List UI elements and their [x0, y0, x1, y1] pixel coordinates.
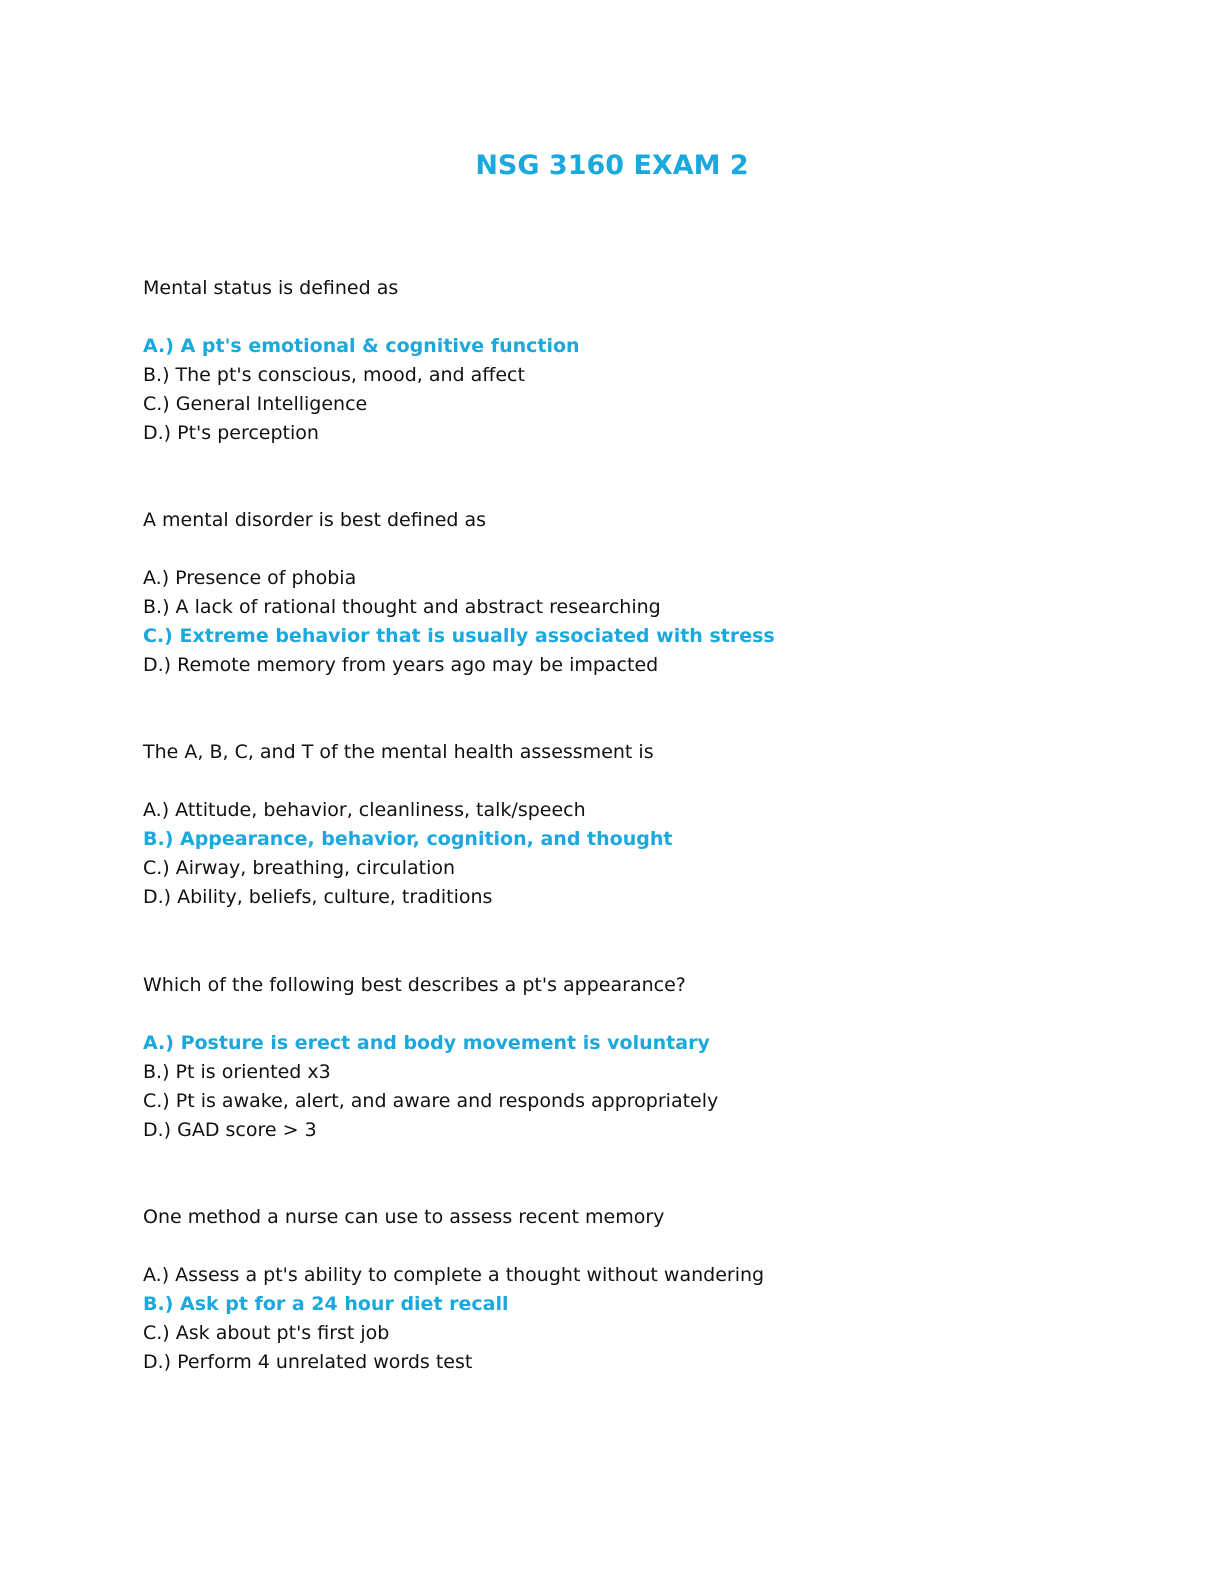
- answer-option-b: B.) A lack of rational thought and abstract researching: [143, 596, 661, 618]
- answer-option-c: C.) Airway, breathing, circulation: [143, 857, 456, 879]
- answer-option-b: B.) The pt's conscious, mood, and affect: [143, 364, 525, 386]
- answer-option-d: D.) Perform 4 unrelated words test: [143, 1351, 473, 1373]
- answer-option-c: C.) General Intelligence: [143, 393, 368, 415]
- answer-option-a: A.) Assess a pt's ability to complete a thought without wandering: [143, 1264, 765, 1286]
- answer-option-a: A.) Attitude, behavior, cleanliness, talk/speech: [143, 799, 586, 821]
- answer-options: [143, 1261, 1103, 1377]
- answer-option-c: C.) Ask about pt's first job: [143, 1322, 390, 1344]
- answer-options: [143, 1029, 1103, 1145]
- answer-option-d: D.) Pt's perception: [143, 422, 319, 444]
- question-1: [143, 274, 1103, 448]
- question-text: One method a nurse can use to assess recent memory: [143, 1206, 665, 1228]
- page-title: NSG 3160 EXAM 2: [475, 150, 749, 181]
- answer-option-b: B.) Ask pt for a 24 hour diet recall: [143, 1293, 509, 1315]
- question-text: Which of the following best describes a pt's appearance?: [143, 974, 686, 996]
- question-text: A mental disorder is best defined as: [143, 509, 487, 531]
- answer-option-a: A.) Posture is erect and body movement is voluntary: [143, 1032, 710, 1054]
- question-3: [143, 738, 1103, 912]
- answer-option-d: D.) Remote memory from years ago may be impacted: [143, 654, 659, 676]
- answer-options: [143, 332, 1103, 448]
- answer-option-d: D.) GAD score > 3: [143, 1119, 317, 1141]
- question-text: Mental status is defined as: [143, 277, 399, 299]
- answer-option-c: C.) Pt is awake, alert, and aware and responds appropriately: [143, 1090, 719, 1112]
- question-text: The A, B, C, and T of the mental health assessment is: [143, 741, 654, 763]
- answer-option-a: A.) Presence of phobia: [143, 567, 357, 589]
- answer-option-a: A.) A pt's emotional & cognitive function: [143, 335, 580, 357]
- answer-option-b: B.) Appearance, behavior, cognition, and thought: [143, 828, 673, 850]
- question-4: [143, 971, 1103, 1145]
- answer-option-d: D.) Ability, beliefs, culture, traditions: [143, 886, 493, 908]
- question-2: [143, 506, 1103, 680]
- question-5: [143, 1203, 1103, 1377]
- answer-option-b: B.) Pt is oriented x3: [143, 1061, 331, 1083]
- answer-options: [143, 564, 1103, 680]
- answer-options: [143, 796, 1103, 912]
- answer-option-c: C.) Extreme behavior that is usually associated with stress: [143, 625, 775, 647]
